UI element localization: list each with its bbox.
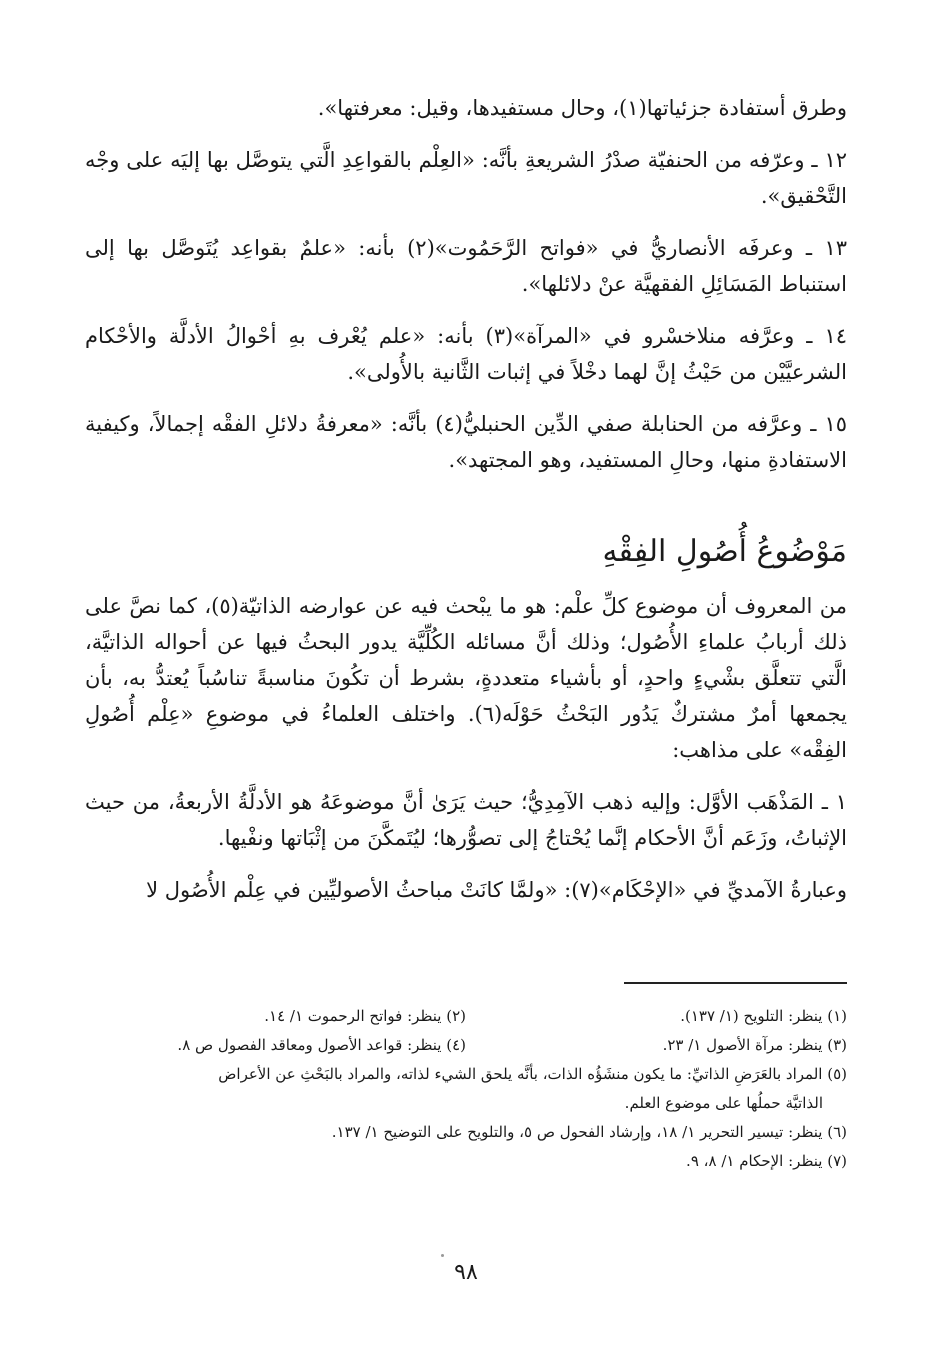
footnote-5: (٥) المراد بالعَرَضِ الذاتيِّ: ما يكون منشَؤُه الذات، بأنَّه يلحق الشيء لذاته، والمراد بالبَحْثِ عن الأعراض bbox=[218, 1065, 847, 1083]
footnote-separator bbox=[624, 982, 847, 984]
footnote-7: (٧) ينظر: الإحكام ١/ ٨، ٩. bbox=[686, 1152, 847, 1170]
paragraph: ١ ـ المَذْهَب الأوَّل: وإليه ذهب الآمِدِيُّ؛ حيث يَرَىٰ أنَّ موضوعَهُ هو الأدلَّةُ الأربعةُ، من حيث الإثباتُ، وزَعَم أنَّ الأحكام إنَّما يُحْتاجُ إلى تصوُّرها؛ ليُتَمكَّنَ من إثْبَاتها ونفْيها. bbox=[85, 790, 847, 850]
footnote-2: (٢) ينظر: فواتح الرحموت ١/ ١٤. bbox=[264, 1007, 466, 1025]
paragraph: وعبارةُ الآمديِّ في «الإحْكَام»(٧): «ولمَّا كانَتْ مباحثُ الأصوليِّين في عِلْم الأُصُول لا bbox=[146, 878, 847, 902]
paragraph: ١٥ ـ وعرَّفه من الحنابلة صفي الدِّين الحنبليُّ(٤) بأنَّه: «معرفةُ دلائلِ الفقْه إجمالاً، وكيفية الاستفادةِ منها، وحالِ المستفيد، وهو المجتهد». bbox=[85, 412, 847, 472]
paragraph: من المعروف أن موضوع كلِّ علْم: هو ما يبْحث فيه عن عوارضه الذاتيّة(٥)، كما نصَّ على ذلك أربابُ علماءِ الأُصُول؛ وذلك أنَّ مسائله الكُلِّيَّة يدور البحثُ فيها عن أحواله الذاتيَّة، الَّتي تتعلَّق بشْيءٍ واحدٍ، أو بأشياء متعددةٍ، بشرط أن تكُونَ مناسبةً تناسُباً يُعتدُّ به، بأن يجمعها أمرٌ مشتركٌ يَدُور البَحْثُ حَوْلَه(٦). واختلف العلماءُ في موضوعِ «عِلْم أُصُولِ الفِقْه» على مذاهب: bbox=[85, 594, 848, 762]
footnotes bbox=[85, 1002, 847, 1176]
footnote-1: (١) ينظر: التلويح (١/ ١٣٧). bbox=[680, 1007, 847, 1025]
paragraph: ١٢ ـ وعرّفه من الحنفيّة صدْرُ الشريعةِ بأنَّه: «العِلْم بالقواعِدِ الَّتي يتوصَّل بها إليَه على وجْه التَّحْقيق». bbox=[85, 148, 847, 208]
footnote-row bbox=[85, 1002, 847, 1031]
page-number: ٩٨ bbox=[454, 1260, 478, 1285]
footnote-6: (٦) ينظر: تيسير التحرير ١/ ١٨، وإرشاد الفحول ص ٥، والتلويح على التوضيح ١/ ١٣٧. bbox=[331, 1123, 847, 1141]
main-text bbox=[85, 90, 847, 924]
paragraph: وطرق أستفادة جزئياتها(١)، وحال مستفيدها، وقيل: معرفتها». bbox=[317, 96, 847, 120]
footnote-row bbox=[85, 1031, 847, 1060]
paragraph: ١٤ ـ وعرَّفه منلاخسْرو في «المرآة»(٣) بأنه: «علم يُعْرف بهِ أحْوالُ الأدلَّة والأحْكام الشرعيَّيْن من حَيْثُ إنَّ لهما دخْلاً في إثبات الثَّانية بالأُولى». bbox=[85, 324, 848, 384]
section-heading: مَوْضُوعُ أُصُولِ الفِقْهِ bbox=[602, 534, 847, 569]
footnote-5-continued: الذاتيَّة حملُها على موضوع العلم. bbox=[624, 1094, 823, 1112]
footnote-4: (٤) ينظر: قواعد الأصول ومعاقد الفصول ص ٨. bbox=[177, 1036, 466, 1054]
ornament-dot bbox=[441, 1254, 444, 1257]
footnote-3: (٣) ينظر: مرآة الأصول ١/ ٢٣. bbox=[662, 1036, 847, 1054]
paragraph: ١٣ ـ وعرفَه الأنصاريُّ في «فواتح الرَّحَمُوت»(٢) بأنه: «علمٌ بقواعِد يُتَوصَّل بها إلى استنباط المَسَائِلِ الفقهيَّة عنْ دلائلها». bbox=[85, 236, 848, 296]
